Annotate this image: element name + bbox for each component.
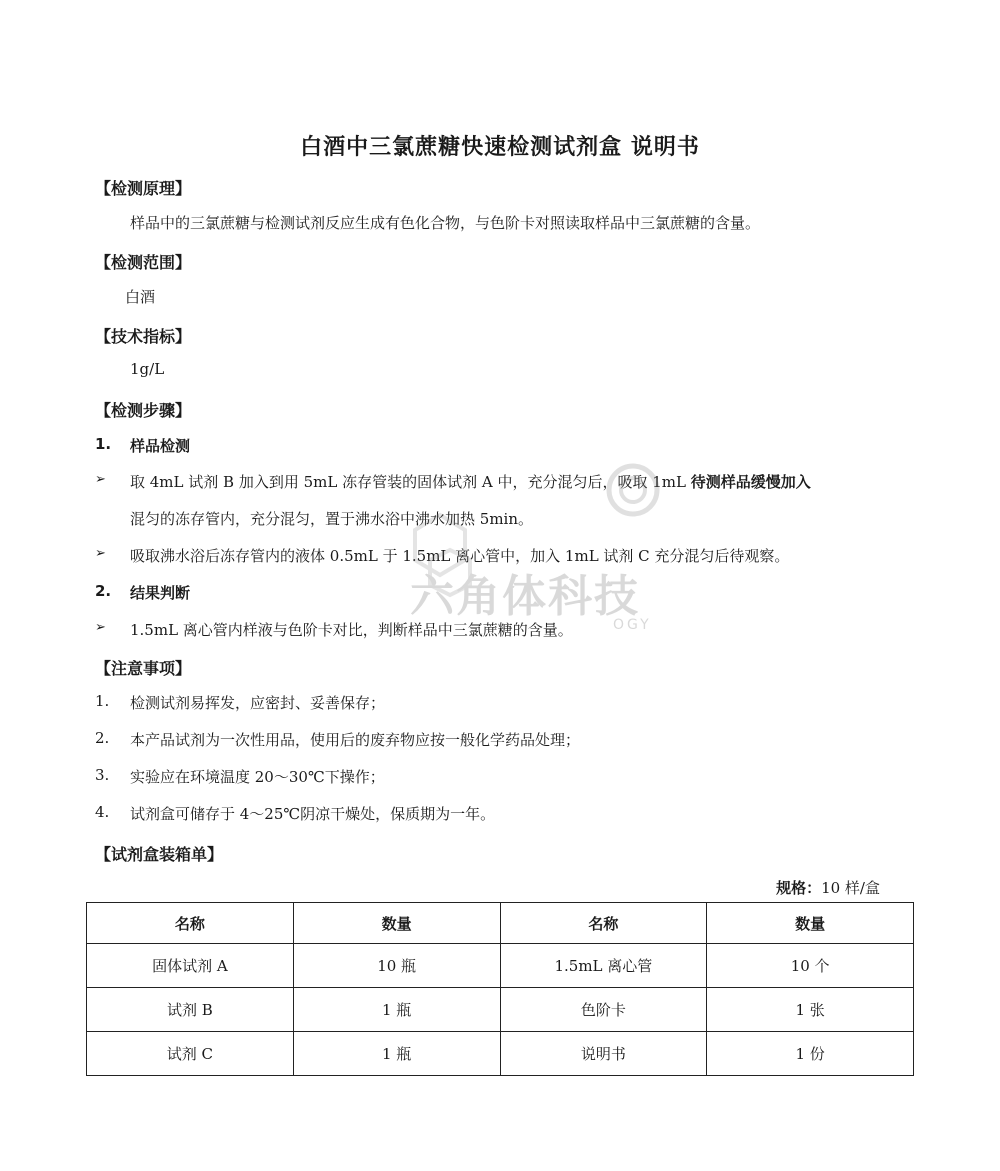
watermark-text: 六角体科技 (410, 571, 640, 622)
bullet-text-part: 取 4mL 试剂 B 加入到用 5mL 冻存管装的固体试剂 A 中，充分混匀后，吸取 1mL (130, 473, 691, 491)
step-bullet-text-continued: 混匀的冻存管内，充分混匀，置于沸水浴中沸水加热 5min。 (130, 510, 533, 528)
table-cell: 固体试剂 A (87, 944, 294, 988)
arrowhead-bullet-icon: ➢ (95, 546, 106, 561)
kit-spec (776, 877, 880, 898)
kit-table (86, 902, 914, 1076)
bullet-text-bold: 待测样品缓慢加入 (690, 473, 811, 491)
table-header-row (87, 903, 914, 944)
section-heading-kit: 【试剂盒装箱单】 (95, 845, 224, 864)
watermark-subtext: OGY (613, 617, 652, 633)
table-cell: 1.5mL 离心管 (500, 944, 707, 988)
table-cell: 1 份 (707, 1032, 914, 1076)
section-heading-spec: 【技术指标】 (95, 327, 192, 346)
table-cell: 1 张 (707, 988, 914, 1032)
note-text: 检测试剂易挥发，应密封、妥善保存； (130, 694, 386, 712)
note-text: 实验应在环境温度 20～30℃下操作； (130, 768, 385, 786)
column-header: 数量 (707, 903, 914, 944)
step-bullet-text: 吸取沸水浴后冻存管内的液体 0.5mL 于 1.5mL 离心管中，加入 1mL 试剂 C 充分混匀后待观察。 (130, 547, 790, 565)
note-number: 4. (95, 803, 110, 821)
spec-text: 1g/L (130, 360, 165, 378)
table-cell: 10 瓶 (293, 944, 500, 988)
table-cell: 1 瓶 (293, 988, 500, 1032)
table-row (87, 944, 914, 988)
table-cell: 10 个 (707, 944, 914, 988)
note-number: 3. (95, 766, 110, 784)
kit-spec-label: 规格： (776, 879, 822, 897)
table-cell: 试剂 B (87, 988, 294, 1032)
table-cell: 试剂 C (87, 1032, 294, 1076)
note-text: 试剂盒可储存于 4～25℃阴凉干燥处，保质期为一年。 (130, 805, 496, 823)
principle-text: 样品中的三氯蔗糖与检测试剂反应生成有色化合物，与色阶卡对照读取样品中三氯蔗糖的含量。 (130, 214, 761, 232)
step-label-result: 结果判断 (130, 584, 191, 602)
step-number: 1. (95, 435, 112, 453)
step-bullet-text (130, 471, 811, 492)
column-header: 数量 (293, 903, 500, 944)
note-number: 2. (95, 729, 110, 747)
column-header: 名称 (87, 903, 294, 944)
table-cell: 1 瓶 (293, 1032, 500, 1076)
section-heading-steps: 【检测步骤】 (95, 401, 192, 420)
note-number: 1. (95, 692, 110, 710)
document-title: 白酒中三氯蔗糖快速检测试剂盒 说明书 (300, 135, 700, 160)
step-number: 2. (95, 582, 112, 600)
step-label-sample: 样品检测 (130, 437, 191, 455)
column-header: 名称 (500, 903, 707, 944)
section-heading-scope: 【检测范围】 (95, 253, 192, 272)
section-heading-notes: 【注意事项】 (95, 659, 192, 678)
arrowhead-bullet-icon: ➢ (95, 472, 106, 487)
step-bullet-text: 1.5mL 离心管内样液与色阶卡对比，判断样品中三氯蔗糖的含量。 (130, 621, 573, 639)
table-row (87, 988, 914, 1032)
section-heading-principle: 【检测原理】 (95, 179, 192, 198)
note-text: 本产品试剂为一次性用品，使用后的废弃物应按一般化学药品处理； (130, 731, 581, 749)
table-cell: 色阶卡 (500, 988, 707, 1032)
arrowhead-bullet-icon: ➢ (95, 620, 106, 635)
kit-spec-value: 10 样/盒 (821, 879, 880, 897)
table-cell: 说明书 (500, 1032, 707, 1076)
table-row (87, 1032, 914, 1076)
scope-text: 白酒 (125, 288, 156, 306)
